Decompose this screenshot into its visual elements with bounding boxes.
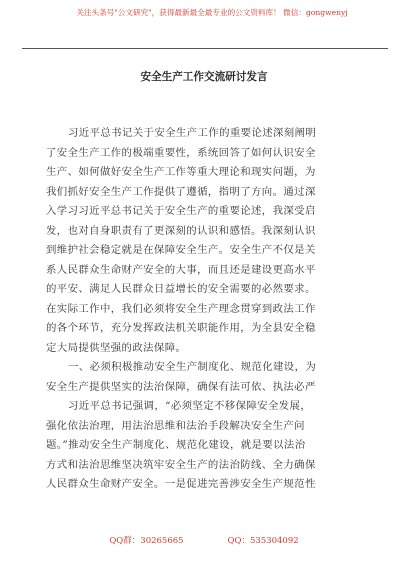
body-line: 的各个环节，充分发挥政法机关职能作用，为全县安全稳 [46,322,316,334]
body-line: 习近平总书记关于安全生产工作的重要论述深刻阐明 [68,127,317,139]
body-line: 发，也对自身职责有了更深刻的认识和感悟。我深刻认识 [46,224,316,237]
body-line: 在实际工作中，我们必须将安全生产理念贯穿到政法工作 [46,302,316,315]
body-line: 到维护社会稳定就是在保障安全生产。安全生产不仅是关 [46,244,316,256]
body-line: 生产、如何做好安全生产工作等重大理论和现实问题，为 [46,166,316,178]
header-divider [22,48,388,49]
body-line: 题。”推动安全生产制度化、规范化建设，就是要以法治 [46,439,306,451]
body-line: 了安全生产工作的极端重要性，系统回答了如何认识安全 [46,146,316,159]
body-line: 人民群众生命财产安全。一是促进完善涉安全生产规范性 [46,478,316,490]
body-line: 入学习习近平总书记关于安全生产的重要论述，我深受启 [46,205,316,217]
footer-qq-group: QQ群：30265665 [109,536,184,546]
body-line: 我们抓好安全生产工作提供了遵循，指明了方向。通过深 [46,185,316,198]
section-heading-1-cont: 安全生产提供坚实的法治保障，确保有法可依、执法必严 [46,380,316,393]
body-line: 强化依法治理，用法治思维和法治手段解决安全生产问 [46,419,305,432]
body-line: 习近平总书记强调，“必须坚定不移保障安全发展， [68,400,312,412]
body-line: 方式和法治思维坚决筑牢安全生产的法治防线、全力确保 [46,458,316,471]
header-note: 关注头条号"公文研究"，获得最新最全最专业的公文资料库！ 微信：gongwenyj [76,8,348,17]
section-heading-1: 一、必须积极推动安全生产制度化、规范化建设，为 [68,361,317,373]
document-body [46,124,362,495]
body-line: 系人民群众生命财产安全的大事，而且还是建设更高水平 [46,263,316,276]
body-line: 的平安、满足人民群众日益增长的安全需要的必然要求。 [46,283,316,295]
body-line: 定大局提供坚强的政法保障。 [46,341,187,354]
document-title: 安全生产工作交流研讨发言 [140,71,268,83]
footer-qq: QQ：535304092 [227,536,299,546]
footer-contacts [0,534,408,546]
